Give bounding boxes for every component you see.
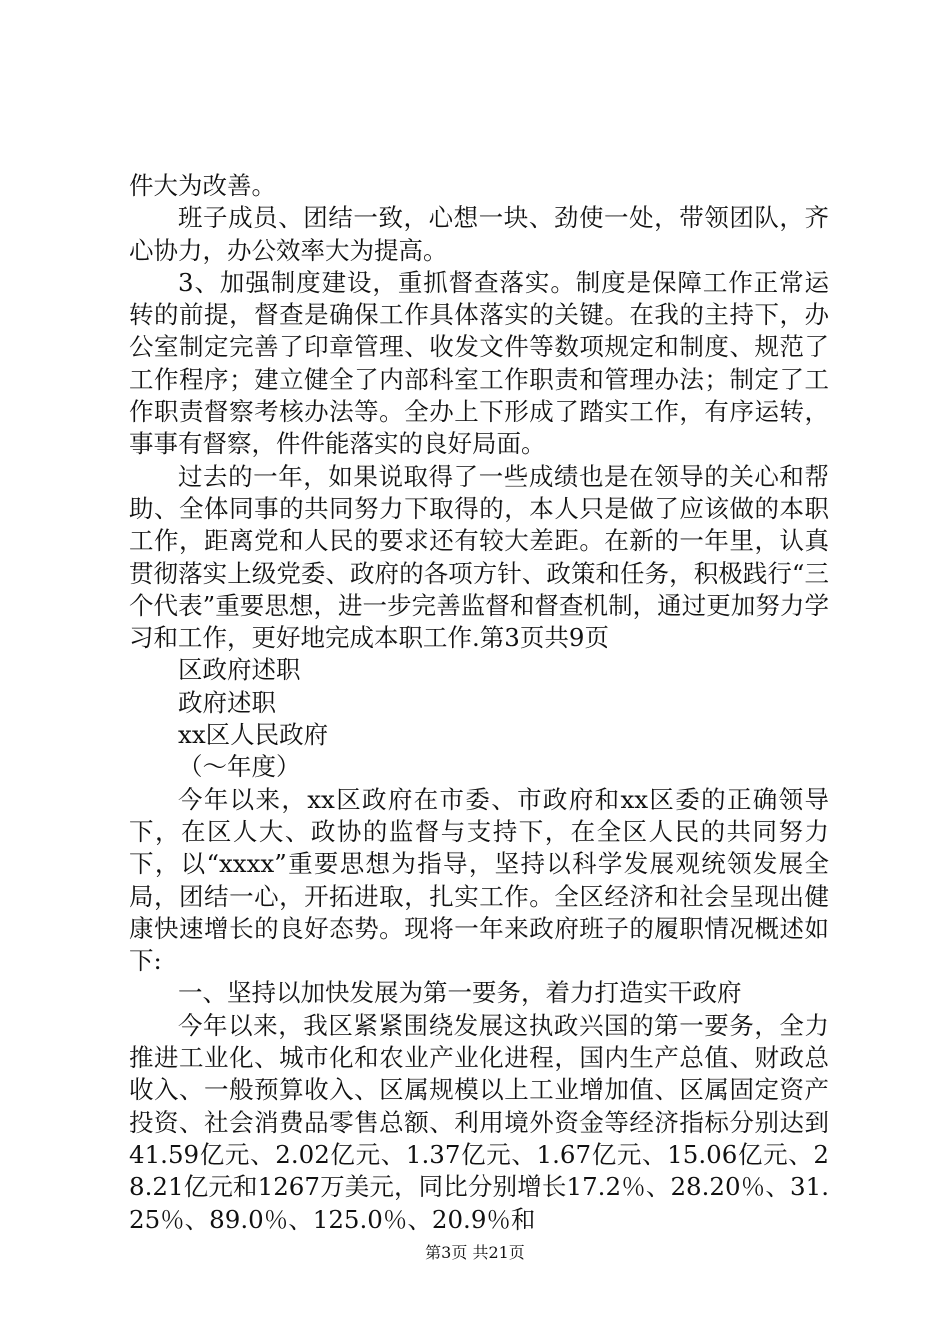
paragraph: 过去的一年，如果说取得了一些成绩也是在领导的关心和帮助、全体同事的共同努力下取得的，本人只是做了应该做的本职工作，距离党和人民的要求还有较大差距。在新的一年里，认真贯彻落实上级党委、政府的各项方针、政策和任务，积极践行“三个代表”重要思想，进一步完善监督和督查机制，通过更加努力学习和工作，更好地完成本职工作.第3页共9页	[129, 461, 829, 653]
paragraph: 今年以来，我区紧紧围绕发展这执政兴国的第一要务，全力推进工业化、城市化和农业产业化进程，国内生产总值、财政总收入、一般预算收入、区属规模以上工业增加值、区属固定资产投资、社会消费品零售总额、利用境外资金等经济指标分别达到41.59亿元、2.02亿元、1.37亿元、1.67亿元、15.06亿元、28.21亿元和1267万美元，同比分别增长17.2％、28.20％、31.25％、89.0％、125.0％、20.9％和	[129, 1010, 829, 1234]
paragraph: （～年度）	[178, 752, 301, 782]
paragraph: 区政府述职	[178, 655, 301, 685]
paragraph: 政府述职	[178, 687, 276, 717]
paragraph: 班子成员、团结一致，心想一块、劲使一处，带领团队，齐心协力，办公效率大为提高。	[129, 203, 829, 265]
paragraph: 3、加强制度建设，重抓督查落实。制度是保障工作正常运转的前提，督查是确保工作具体落实的关键。在我的主持下，办公室制定完善了印章管理、收发文件等数项规定和制度、规范了工作程序；建立健全了内部科室工作职责和管理办法；制定了工作职责督察考核办法等。全办上下形成了踏实工作，有序运转，事事有督察，件件能落实的良好局面。	[129, 267, 829, 459]
paragraph: xx区人民政府	[178, 720, 329, 750]
paragraph: 件大为改善。	[129, 171, 276, 200]
page-footer: 第3页 共21页	[425, 1243, 525, 1262]
paragraph: 今年以来，xx区政府在市委、市政府和xx区委的正确领导下，在区人大、政协的监督与支持下，在全区人民的共同努力下，以“xxxx”重要思想为指导，坚持以科学发展观统领发展全局，团结一心，开拓进取，扎实工作。全区经济和社会呈现出健康快速增长的良好态势。现将一年来政府班子的履职情况概述如下:	[129, 784, 829, 976]
document-body	[129, 170, 829, 1236]
paragraph: 一、坚持以加快发展为第一要务，着力打造实干政府	[178, 978, 742, 1008]
